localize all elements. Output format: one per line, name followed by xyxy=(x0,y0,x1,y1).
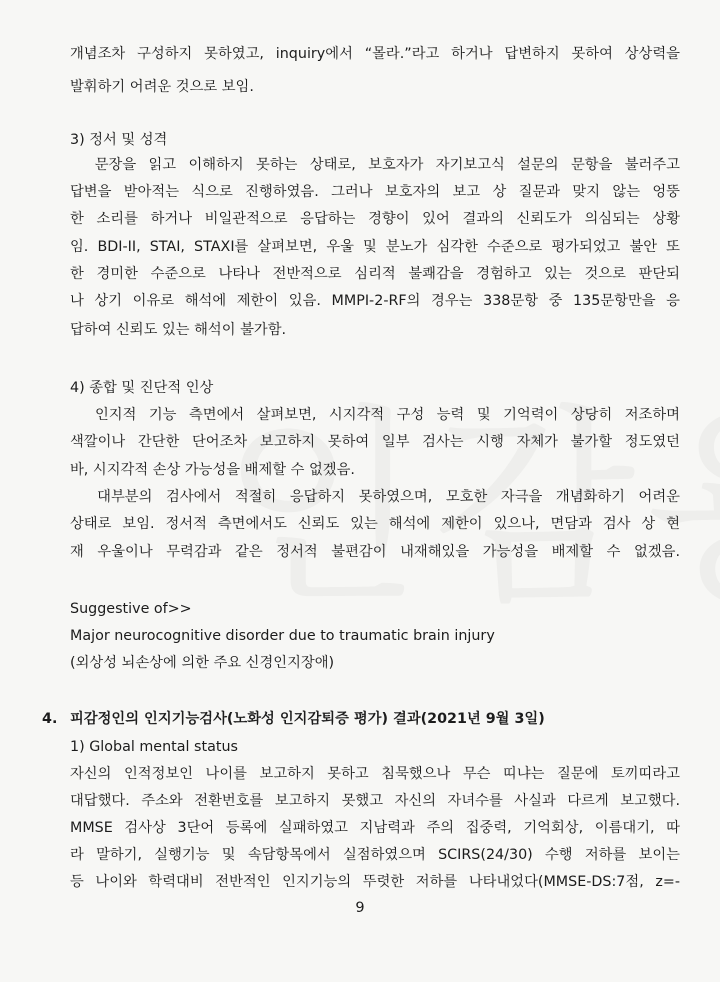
page-number: 9 xyxy=(355,900,365,916)
section-number: 4. xyxy=(42,711,58,727)
section4-line-5: 상태로 보임. 정서적 측면에서도 신뢰도 있는 해석에 제한이 있으나, 면담과 검사 상 현 xyxy=(70,516,680,532)
main4-line-4: 라 말하기, 실행기능 및 속담항목에서 실점하였으며 SCIRS(24/30) 수행 저하를 보이는 xyxy=(70,847,680,863)
section4-title: 4) 종합 및 진단적 인상 xyxy=(70,380,214,396)
intro-line-1: 개념조차 구성하지 못하였고, inquiry에서 “몰라.”라고 하거나 답변하지 못하여 상상력을 xyxy=(70,46,680,62)
main4-line-2: 대답했다. 주소와 전환번호를 보고하지 못했고 자신의 자녀수를 사실과 다르게 보고했다. xyxy=(70,793,680,809)
section4-line-1: 인지적 기능 측면에서 살펴보면, 시지각적 구성 능력 및 기억력이 상당히 저조하며 xyxy=(70,407,680,423)
section4-line-6: 재 우울이나 무력감과 같은 정서적 불편감이 내재해있을 가능성을 배제할 수 없겠음. xyxy=(70,544,680,560)
section3-title: 3) 정서 및 성격 xyxy=(70,132,168,148)
section3-line-7: 답하여 신뢰도 있는 해석이 불가함. xyxy=(70,322,287,338)
diagnosis-label: Suggestive of>> xyxy=(70,601,192,617)
main4-line-3: MMSE 검사상 3단어 등록에 실패하였고 지남력과 주의 집중력, 기억회상, 이름대기, 따 xyxy=(70,820,680,836)
section3-line-4: 임. BDI-II, STAI, STAXI를 살펴보면, 우울 및 분노가 심각한 수준으로 평가되었고 불안 또 xyxy=(70,239,680,255)
section3-line-5: 한 경미한 수준으로 나타나 전반적으로 심리적 불쾌감을 경험하고 있는 것으로 판단되 xyxy=(70,266,680,282)
intro-line-2: 발휘하기 어려운 것으로 보임. xyxy=(70,79,254,95)
section-main4-title: 피감정인의 인지기능검사(노화성 인지감퇴증 평가) 결과(2021년 9월 3일) xyxy=(70,711,545,727)
section4-line-4: 대부분의 검사에서 적절히 응답하지 못하였으며, 모호한 자극을 개념화하기 어려운 xyxy=(70,489,680,505)
section4-line-2: 색깔이나 간단한 단어조차 보고하지 못하여 일부 검사는 시행 자체가 불가할 정도였던 xyxy=(70,434,680,450)
section-main4-subtitle: 1) Global mental status xyxy=(70,739,238,755)
section3-line-3: 한 소리를 하거나 비일관적으로 응답하는 경향이 있어 결과의 신뢰도가 의심되는 상황 xyxy=(70,211,680,227)
diagnosis-korean: (외상성 뇌손상에 의한 주요 신경인지장애) xyxy=(70,655,335,671)
section3-line-6: 나 상기 이유로 해석에 제한이 있음. MMPI-2-RF의 경우는 338문항 중 135문항만을 응 xyxy=(70,293,680,309)
section4-line-3: 바, 시지각적 손상 가능성을 배제할 수 없겠음. xyxy=(70,462,355,478)
main4-line-1: 자신의 인적정보인 나이를 보고하지 못하고 침묵했으나 무슨 띠냐는 질문에 토끼띠라고 xyxy=(70,766,680,782)
section3-line-2: 답변을 받아적는 식으로 진행하였음. 그러나 보호자의 보고 상 질문과 맞지 않는 엉뚱 xyxy=(70,184,680,200)
main4-line-5: 등 나이와 학력대비 전반적인 인지기능의 뚜렷한 저하를 나타내었다(MMSE-DS:7점, z=- xyxy=(70,874,680,890)
section3-line-1: 문장을 읽고 이해하지 못하는 상태로, 보호자가 자기보고식 설문의 문항을 불러주고 xyxy=(70,157,680,173)
diagnosis-name: Major neurocognitive disorder due to traumatic brain injury xyxy=(70,628,495,644)
